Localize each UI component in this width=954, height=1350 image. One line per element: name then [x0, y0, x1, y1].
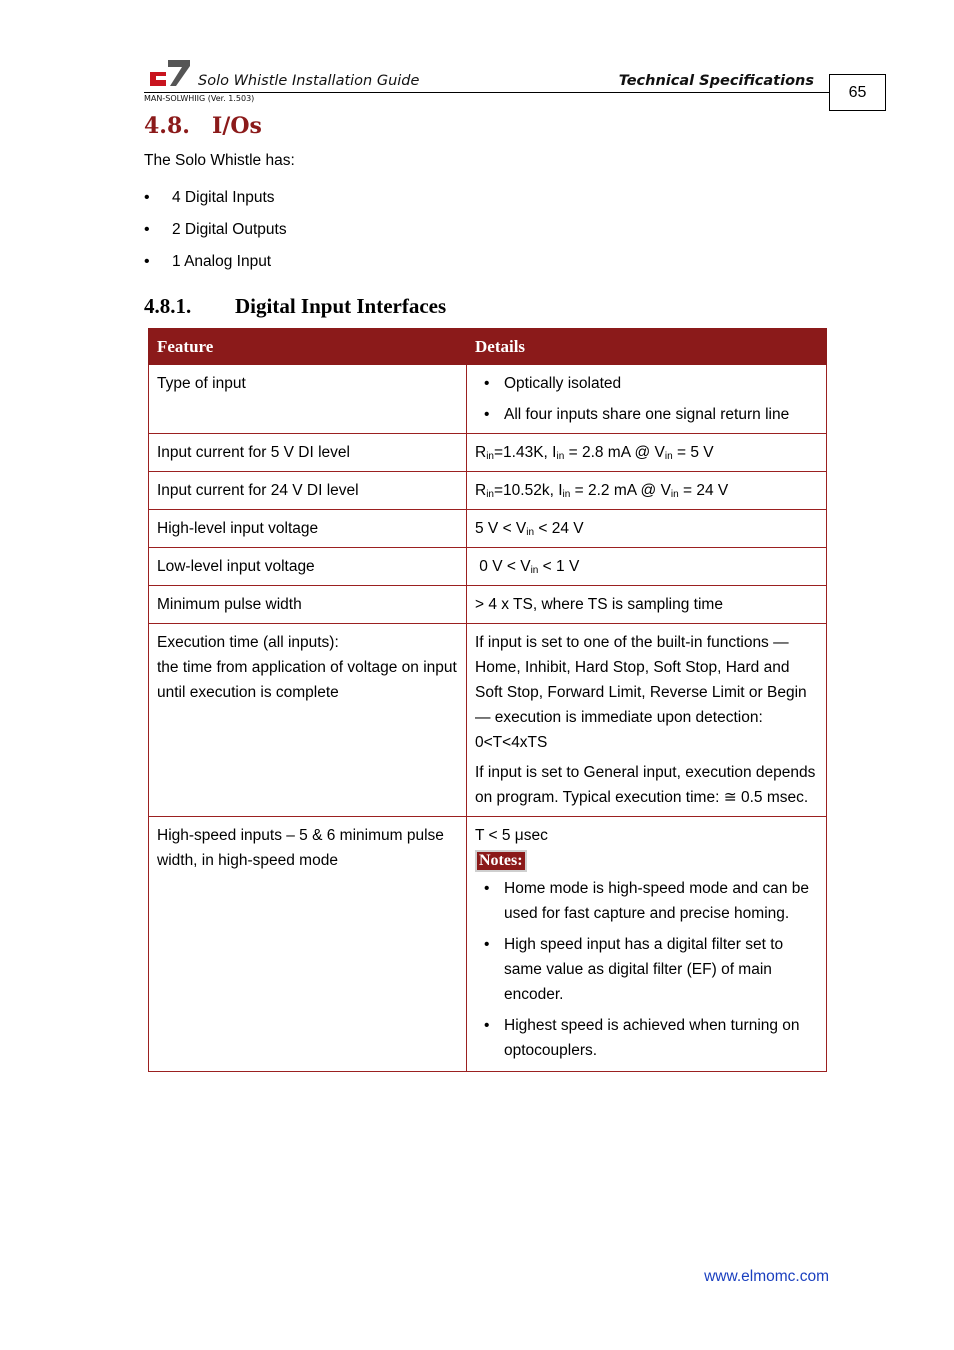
column-header-feature: Feature: [149, 329, 467, 365]
column-header-details: Details: [467, 329, 827, 365]
list-item: • 2 Digital Outputs: [144, 218, 287, 250]
feature-cell: High-speed inputs – 5 & 6 minimum pulse width, in high-speed mode: [149, 817, 467, 1072]
table-row: [149, 434, 827, 472]
feature-cell: Input current for 24 V DI level: [149, 472, 467, 510]
list-item: • 1 Analog Input: [144, 250, 287, 282]
details-cell: > 4 x TS, where TS is sampling time: [467, 586, 827, 624]
list-item: • All four inputs share one signal return line: [475, 402, 818, 427]
intro-text: The Solo Whistle has:: [144, 152, 295, 169]
table-row: [149, 586, 827, 624]
details-cell: [467, 817, 827, 1072]
details-cell: [467, 365, 827, 434]
pulse-value: T < 5 μsec: [475, 827, 548, 844]
paragraph: If input is set to one of the built-in functions — Home, Inhibit, Hard Stop, Soft Stop, Hard and Soft Stop, Forward Limit, Reverse Limit or Begin — execution is immediate upon detection: 0<T<4xTS: [475, 634, 807, 751]
details-cell: [467, 624, 827, 817]
chapter-title: Technical Specifications: [618, 73, 814, 89]
subsection-number: 4.8.1.: [144, 294, 192, 318]
table-row: [149, 510, 827, 548]
feature-cell: High-level input voltage: [149, 510, 467, 548]
header-rule: [144, 92, 830, 93]
details-cell: $R_{in}=10.52k$, $I_{in} = 2.2$ mA @ $V_{in} = 24$ V: [467, 472, 827, 510]
table-row: [149, 817, 827, 1072]
subsection-heading: [144, 294, 446, 319]
list-item: • 4 Digital Inputs: [144, 186, 287, 218]
elmo-logo: [148, 58, 190, 88]
subsection-title: Digital Input Interfaces: [235, 294, 447, 318]
digital-input-table: [148, 328, 827, 1072]
list-item: • High speed input has a digital filter set to same value as digital filter (EF) of main encoder.: [475, 932, 818, 1007]
page-number: 65: [829, 74, 886, 111]
io-list: [144, 186, 287, 282]
document-title: Solo Whistle Installation Guide: [198, 73, 420, 89]
list-item: • Optically isolated: [475, 371, 818, 396]
feature-cell: Minimum pulse width: [149, 586, 467, 624]
website-link[interactable]: www.elmomc.com: [704, 1268, 829, 1285]
paragraph: If input is set to General input, execution depends on program. Typical execution time: ≅ 0.5 msec.: [475, 764, 816, 806]
feature-cell: Execution time (all inputs): the time from application of voltage on input until execution is complete: [149, 624, 467, 817]
feature-cell: Low-level input voltage: [149, 548, 467, 586]
details-cell: 0 $V < V_{in} < 1$ V: [467, 548, 827, 586]
list-item: • Home mode is high-speed mode and can be used for fast capture and precise homing.: [475, 876, 818, 926]
details-cell: $R_{in}=1.43K$, $I_{in} = 2.8$ mA @ $V_{in} = 5$ V: [467, 434, 827, 472]
table-row: [149, 624, 827, 817]
table-row: [149, 548, 827, 586]
notes-label: Notes:: [479, 852, 523, 869]
table-row: [149, 472, 827, 510]
feature-cell: Input current for 5 V DI level: [149, 434, 467, 472]
table-row: [149, 365, 827, 434]
section-heading: [144, 113, 262, 139]
section-title: I/Os: [212, 113, 262, 139]
section-number: 4.8.: [144, 113, 190, 139]
feature-cell: Type of input: [149, 365, 467, 434]
document-version: MAN-SOLWHIIG (Ver. 1.503): [144, 94, 255, 103]
table-header-row: [149, 329, 827, 365]
list-item: • Highest speed is achieved when turning on optocouplers.: [475, 1013, 818, 1063]
details-cell: 5 $V < V_{in} < 24$ V: [467, 510, 827, 548]
